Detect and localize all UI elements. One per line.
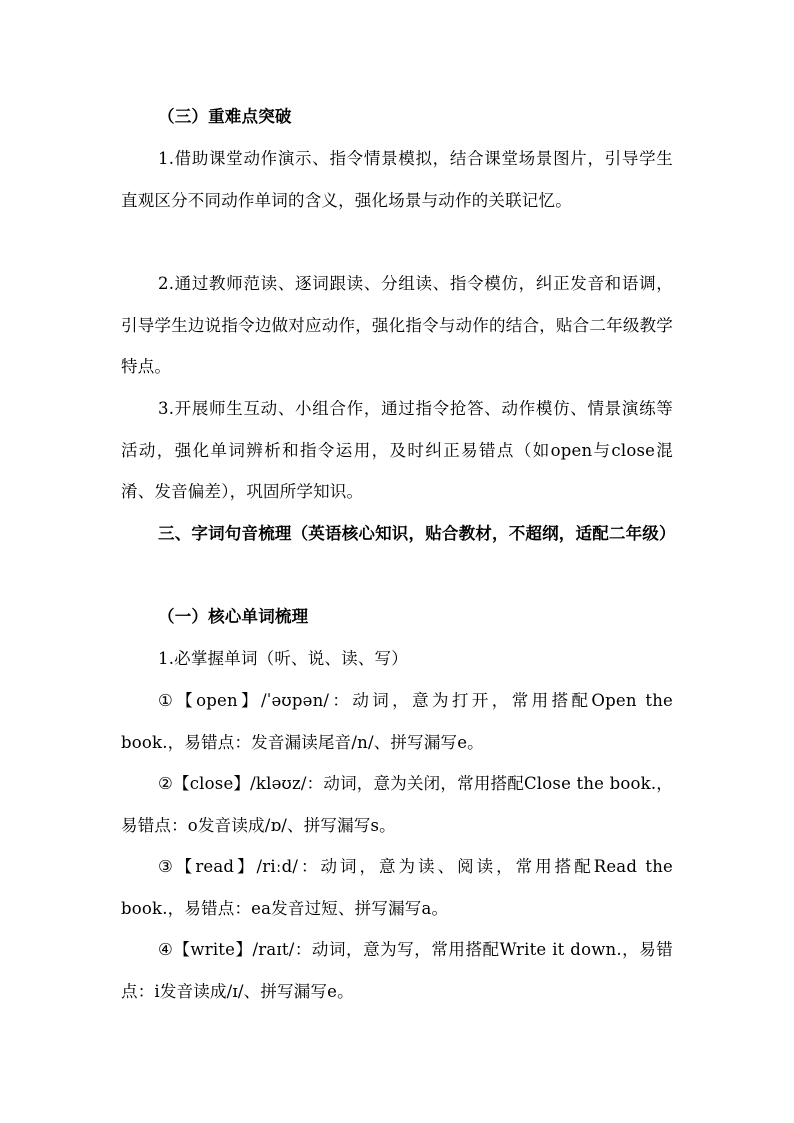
sub-heading: （一）核心单词梳理 xyxy=(158,607,309,626)
key-point-1: 1.借助课堂动作演示、指令情景模拟，结合课堂场景图片，引导学生直观区分不同动作单词的含义，强化场景与动作的关联记忆。 xyxy=(121,149,673,210)
key-point-3: 3.开展师生互动、小组合作，通过指令抢答、动作模仿、情景演练等活动，强化单词辨析和指令运用，及时纠正易错点（如open与close混淆、发音偏差），巩固所学知识。 xyxy=(121,399,673,501)
words-intro: 1.必掌握单词（听、说、读、写） xyxy=(158,649,408,668)
word-read: ③【read】/riːd/：动词，意为读、阅读，常用搭配Read the book.，易错点：ea发音过短、拼写漏写a。 xyxy=(121,857,673,918)
main-heading: 三、字词句音梳理（英语核心知识，贴合教材，不超纲，适配二年级） xyxy=(158,524,676,543)
key-points-heading: （三）重难点突破 xyxy=(158,107,292,126)
key-point-2: 2.通过教师范读、逐词跟读、分组读、指令模仿，纠正发音和语调，引导学生边说指令边做对应动作，强化指令与动作的结合，贴合二年级教学特点。 xyxy=(121,274,673,376)
word-write: ④【write】/raɪt/：动词，意为写，常用搭配Write it down.，易错点：i发音读成/ɪ/、拼写漏写e。 xyxy=(121,940,673,1001)
word-close: ②【close】/kləʊz/：动词，意为关闭，常用搭配Close the book.，易错点：o发音读成/ɒ/、拼写漏写s。 xyxy=(121,774,673,835)
word-open: ①【open】/ˈəʊpən/：动词，意为打开，常用搭配Open the book.，易错点：发音漏读尾音/n/、拼写漏写e。 xyxy=(121,691,673,752)
